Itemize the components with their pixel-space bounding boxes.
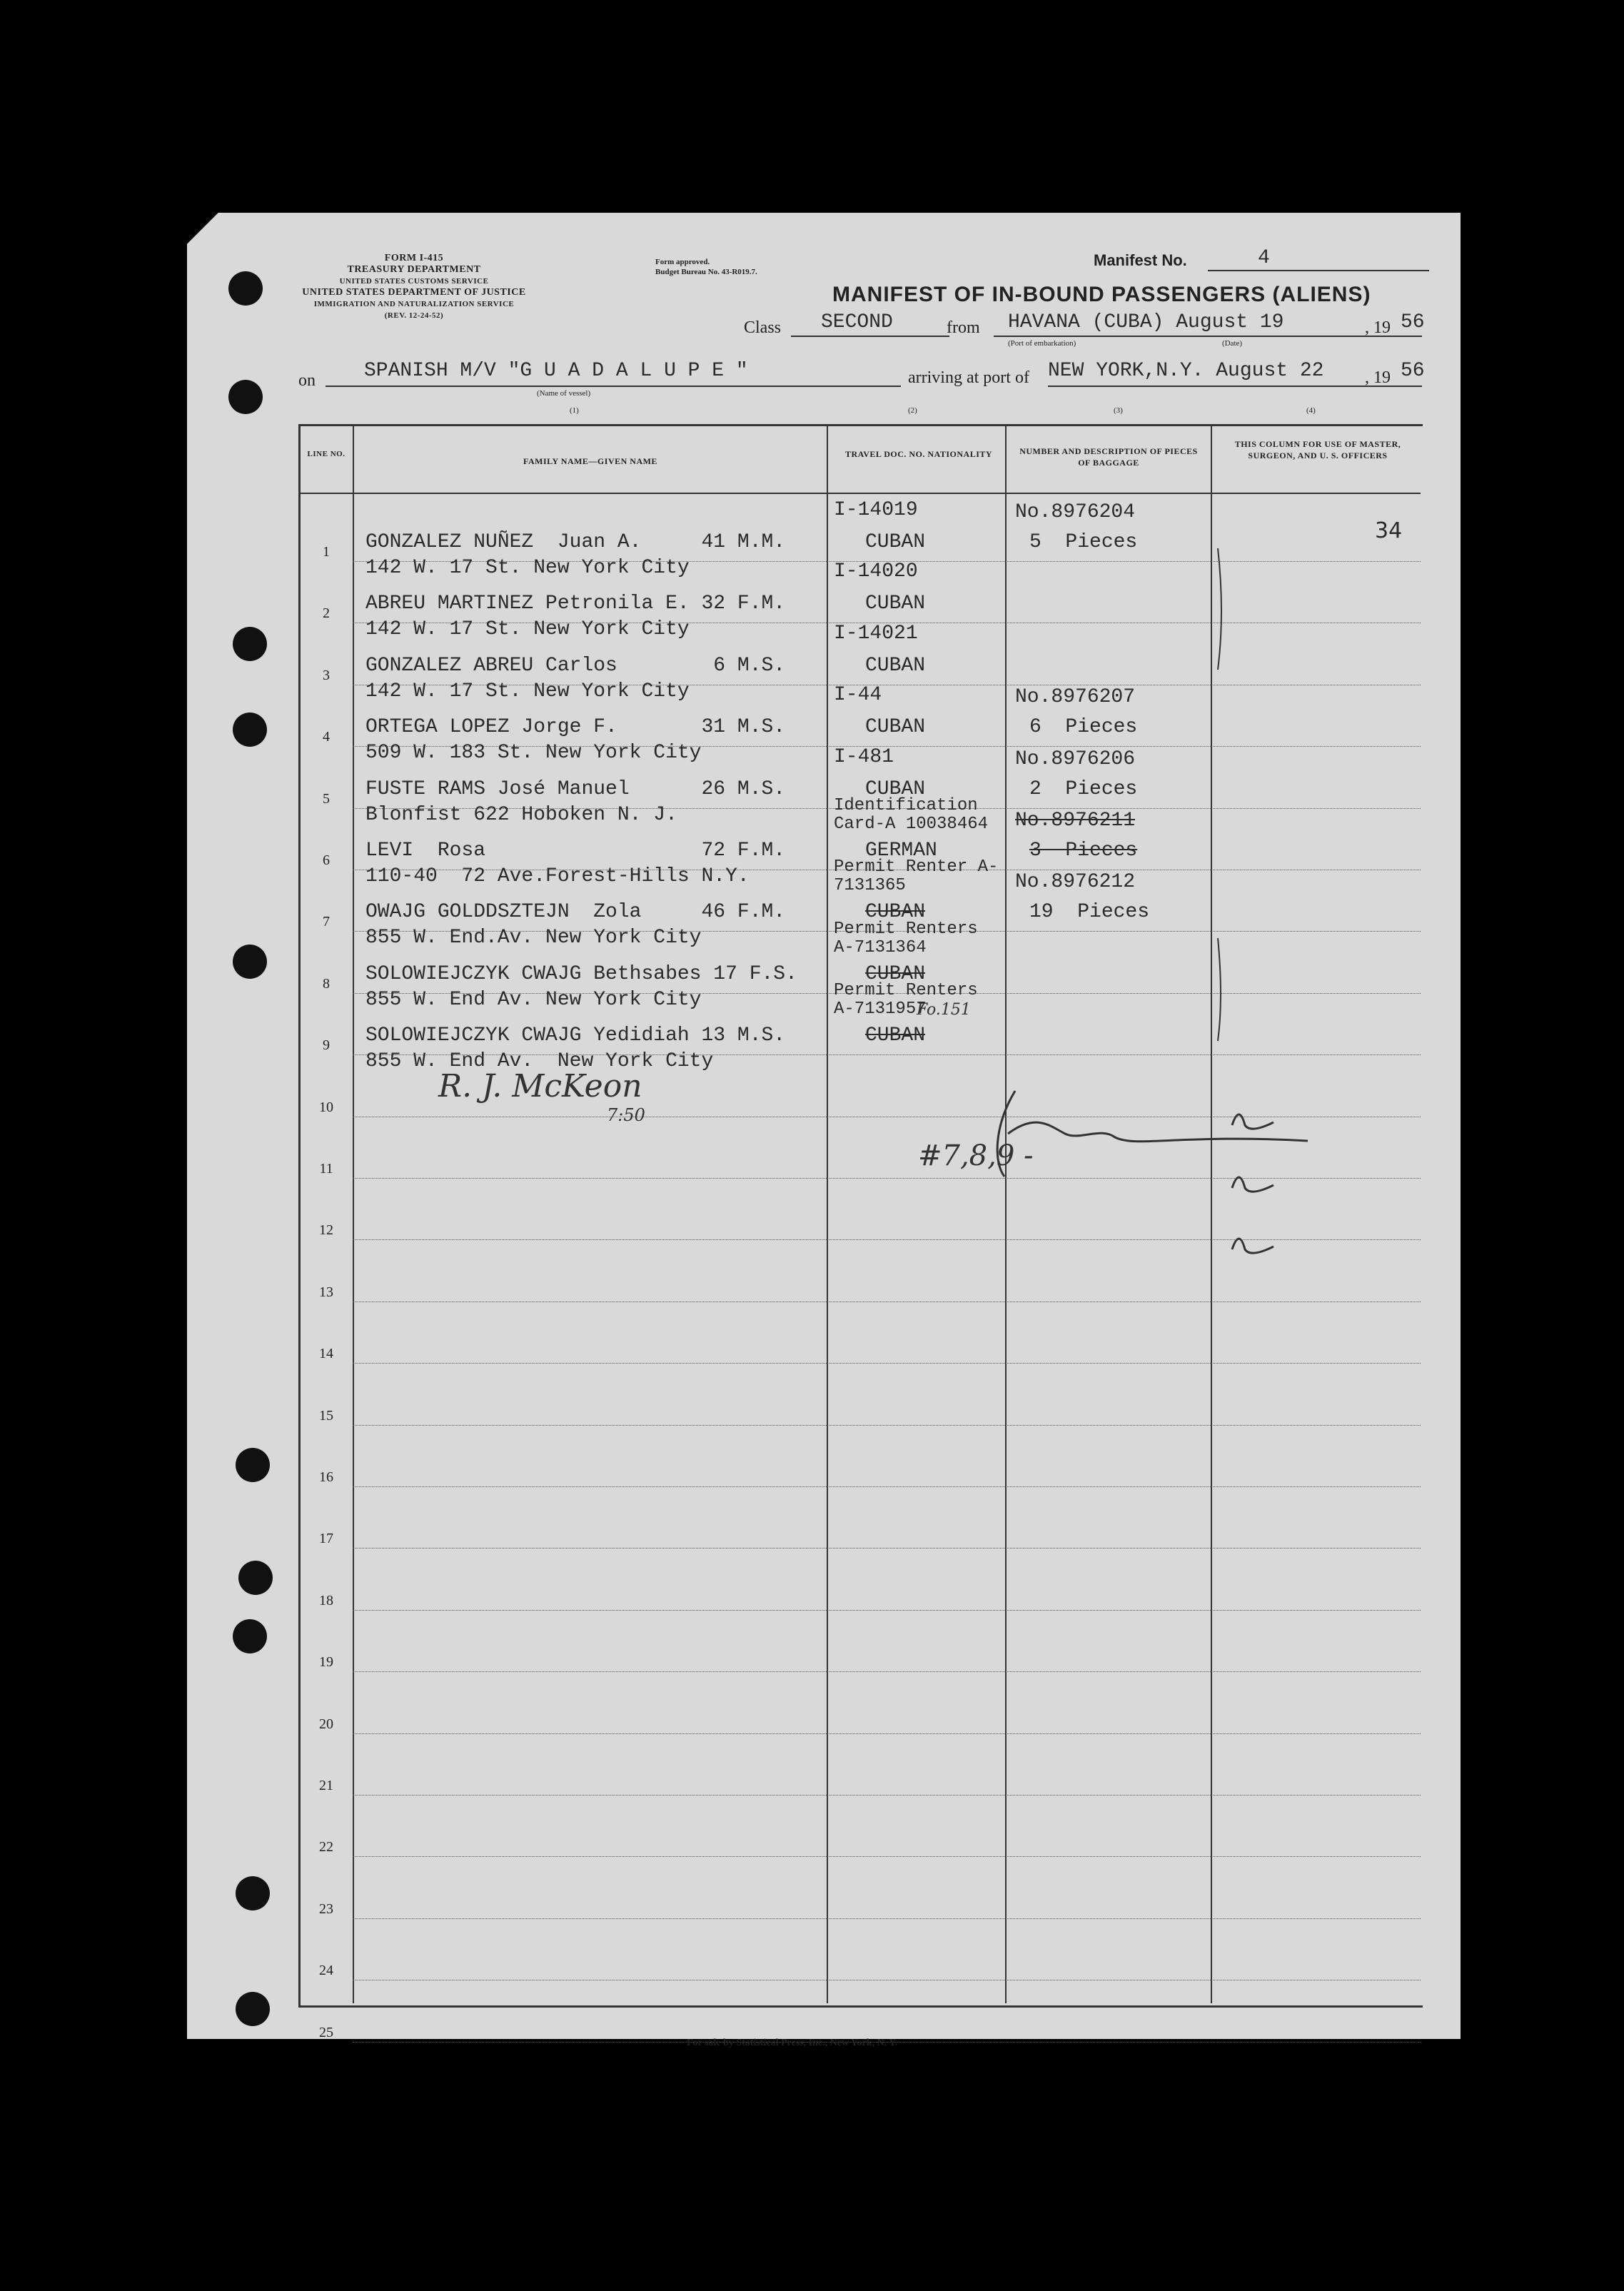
port-embark-caption: (Port of embarkation) [1008, 339, 1076, 348]
travel-doc-number: I-14020 [834, 560, 918, 583]
passenger-name: FUSTE RAMS José Manuel 26 M.S. [365, 777, 786, 800]
ins-service: IMMIGRATION AND NATURALIZATION SERVICE [313, 300, 515, 308]
line-number: 1 [323, 544, 330, 560]
baggage-number: No.8976206 [1015, 747, 1136, 770]
punch-hole [236, 1876, 270, 1910]
nationality: CUBAN [865, 531, 926, 553]
from-line [994, 336, 1422, 337]
baggage-number: No.8976207 [1015, 686, 1136, 709]
col-header-travel-doc: TRAVEL DOC. NO. NATIONALITY [844, 449, 993, 459]
punch-hole [236, 1992, 270, 2026]
row-rule [353, 1548, 1421, 1549]
margin-note: Fo.151 [917, 1001, 971, 1019]
col-divider [353, 424, 354, 2003]
line-number: 7 [323, 914, 330, 930]
form-rev: (REV. 12-24-52) [384, 311, 444, 320]
customs-service: UNITED STATES CUSTOMS SERVICE [339, 277, 489, 286]
class-label: Class [744, 318, 782, 337]
folded-corner [187, 213, 218, 244]
form-number: FORM I-415 [384, 253, 444, 263]
vessel-line [326, 386, 901, 387]
date-caption: (Date) [1222, 339, 1243, 348]
punch-hole [233, 713, 267, 747]
line-number: 12 [319, 1222, 333, 1239]
baggage-pieces: 3 Pieces [1029, 840, 1138, 862]
baggage-pieces: 2 Pieces [1029, 777, 1138, 800]
manifest-page [187, 213, 1461, 2048]
row-rule [353, 1856, 1421, 1857]
manifest-title: MANIFEST OF IN-BOUND PASSENGERS (ALIENS) [832, 283, 1371, 306]
caption-2: (2) [908, 406, 917, 415]
line-number: 8 [323, 975, 330, 992]
row-rule [353, 1425, 1421, 1426]
col-divider [1005, 424, 1007, 2003]
treasury-dept: TREASURY DEPARTMENT [347, 264, 481, 275]
footer-text: For sale by Statistical Press, Inc., New York, N. Y. [687, 2038, 898, 2048]
row-rule [353, 1363, 1421, 1364]
line-number: 6 [323, 852, 330, 868]
line-number: 15 [319, 1407, 333, 1424]
caption-1: (1) [570, 406, 579, 415]
row-rule [353, 1486, 1421, 1487]
passenger-name: ABREU MARTINEZ Petronila E. 32 F.M. [365, 593, 786, 615]
line-number: 4 [323, 729, 330, 745]
nationality: CUBAN [865, 654, 926, 677]
nationality: CUBAN [865, 716, 926, 739]
nationality: CUBAN [865, 777, 926, 800]
line-number: 14 [319, 1346, 333, 1362]
row-rule [353, 1795, 1421, 1796]
line-number: 5 [323, 790, 330, 807]
manifest-number: 4 [1258, 247, 1270, 269]
manifest-label: Manifest No. [1094, 251, 1187, 269]
col-divider [827, 424, 828, 2003]
col-header-baggage: NUMBER AND DESCRIPTION OF PIECES OF BAGGAGE [1019, 446, 1198, 468]
line-number: 18 [319, 1592, 333, 1608]
line-number: 19 [319, 1654, 333, 1671]
from-value: HAVANA (CUBA) August 19 [1008, 311, 1284, 333]
on-label: on [298, 371, 316, 390]
nationality: CUBAN [865, 1024, 926, 1047]
line-number: 24 [319, 1963, 333, 1979]
passenger-count: 34 [1375, 518, 1403, 543]
line-number: 16 [319, 1469, 333, 1485]
officer-marks [1211, 541, 1425, 1255]
budget-bureau: Budget Bureau No. 43-R019.7. [655, 268, 757, 276]
vessel-name: SPANISH M/V "G U A D A L U P E " [364, 360, 748, 382]
col-header-line-no: LINE NO. [307, 450, 346, 458]
passenger-name: LEVI Rosa 72 F.M. [365, 840, 786, 862]
passenger-name: GONZALEZ NUÑEZ Juan A. 41 M.M. [365, 531, 786, 553]
baggage-number: No.8976204 [1015, 501, 1136, 523]
form-id-block [300, 253, 528, 321]
line-number: 9 [323, 1037, 330, 1054]
line-number: 10 [319, 1099, 333, 1115]
punch-hole [236, 1448, 270, 1482]
line-number: 17 [319, 1531, 333, 1547]
line-number: 25 [319, 2024, 333, 2040]
travel-doc-number: I-44 [834, 684, 882, 707]
passenger-address: 855 W. End Av. New York City [365, 988, 702, 1011]
punch-hole [233, 1619, 267, 1653]
nationality: CUBAN [865, 962, 926, 985]
passenger-name: ORTEGA LOPEZ Jorge F. 31 M.S. [365, 716, 786, 739]
row-rule [353, 1733, 1421, 1734]
line-number: 13 [319, 1284, 333, 1300]
travel-doc-number: Permit Renters A-7131364 [834, 919, 978, 957]
arrival-value: NEW YORK,N.Y. August 22 [1048, 360, 1324, 382]
year-prefix-2: , 19 [1365, 368, 1391, 387]
row-rule [353, 1918, 1421, 1919]
year-from: 56 [1401, 311, 1425, 333]
caption-4: (4) [1306, 406, 1316, 415]
line-number: 11 [319, 1161, 333, 1177]
passenger-address: 110-40 72 Ave.Forest-Hills N.Y. [365, 865, 750, 887]
passenger-address: 142 W. 17 St. New York City [365, 557, 690, 579]
punch-hole [228, 380, 263, 414]
from-label: from [947, 318, 980, 337]
line-number: 3 [323, 667, 330, 683]
travel-doc-number: I-481 [834, 745, 894, 768]
vessel-caption: (Name of vessel) [537, 389, 591, 398]
manifest-no-line [1208, 270, 1429, 271]
passenger-address: Blonfist 622 Hoboken N. J. [365, 803, 677, 826]
passenger-name: GONZALEZ ABREU Carlos 6 M.S. [365, 654, 786, 677]
passenger-address: 142 W. 17 St. New York City [365, 618, 690, 641]
nationality: CUBAN [865, 593, 926, 615]
passenger-name: SOLOWIEJCZYK CWAJG Bethsabes 17 F.S. [365, 962, 797, 985]
line-number: 2 [323, 605, 330, 622]
baggage-pieces: 19 Pieces [1029, 901, 1150, 924]
arriving-label: arriving at port of [908, 368, 1029, 387]
row-rule [353, 1671, 1421, 1672]
punch-hole [233, 627, 267, 661]
travel-doc-number: Identification Card-A 10038464 [834, 796, 989, 834]
col-header-officers: THIS COLUMN FOR USE OF MASTER, SURGEON, AND U. S. OFFICERS [1234, 439, 1401, 460]
year-prefix: , 19 [1365, 318, 1391, 337]
signature-left: R. J. McKeon [438, 1068, 642, 1104]
passenger-address: 509 W. 183 St. New York City [365, 742, 702, 765]
year-arrival: 56 [1401, 360, 1425, 382]
punch-hole [233, 945, 267, 979]
passenger-name: OWAJG GOLDDSZTEJN Zola 46 F.M. [365, 901, 786, 924]
punch-hole [238, 1561, 273, 1595]
header-rule [298, 493, 1421, 494]
travel-doc-number: I-14019 [834, 499, 918, 521]
approval-block [655, 257, 855, 277]
line-note: #7,8,9 - [918, 1139, 1034, 1172]
baggage-pieces: 6 Pieces [1029, 716, 1138, 739]
line-number: 23 [319, 1900, 333, 1917]
passenger-address: 855 W. End.Av. New York City [365, 927, 702, 950]
col-header-name: FAMILY NAME—GIVEN NAME [523, 456, 657, 466]
line-number: 22 [319, 1839, 333, 1856]
punch-hole [228, 271, 263, 306]
line-number: 21 [319, 1778, 333, 1793]
baggage-number: No.8976212 [1015, 871, 1136, 894]
caption-3: (3) [1114, 406, 1123, 415]
row-rule [353, 1610, 1421, 1611]
class-line [791, 336, 949, 337]
time-note: 7:50 [607, 1105, 645, 1125]
nationality: GERMAN [865, 840, 937, 862]
baggage-pieces: 5 Pieces [1029, 531, 1138, 553]
line-number: 20 [319, 1716, 333, 1732]
travel-doc-number: Permit Renters A-7131957 [834, 981, 978, 1019]
travel-doc-number: Permit Renter A-7131365 [834, 857, 999, 896]
baggage-number: No.8976211 [1015, 810, 1136, 832]
nationality: CUBAN [865, 901, 926, 924]
passenger-address: 855 W. End Av. New York City [365, 1050, 714, 1073]
class-value: SECOND [821, 311, 893, 333]
passenger-name: SOLOWIEJCZYK CWAJG Yedidiah 13 M.S. [365, 1024, 786, 1047]
passenger-address: 142 W. 17 St. New York City [365, 680, 690, 703]
row-rule [353, 1301, 1421, 1302]
form-approved: Form approved. [655, 258, 710, 266]
justice-dept: UNITED STATES DEPARTMENT OF JUSTICE [302, 287, 526, 298]
travel-doc-number: I-14021 [834, 622, 918, 645]
